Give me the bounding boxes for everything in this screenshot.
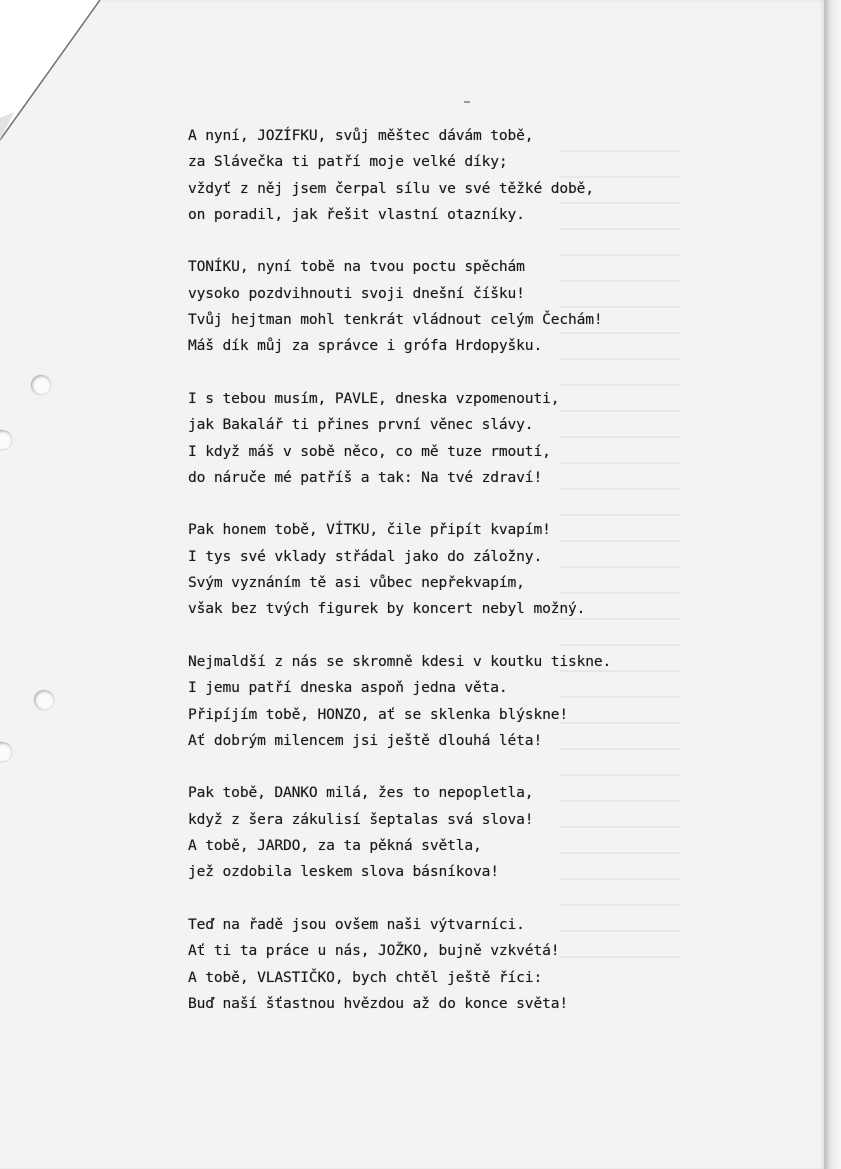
poem-line: I jemu patří dneska aspoň jedna věta.	[188, 679, 508, 697]
poem-text	[188, 123, 668, 1017]
poem-line: Teď na řadě jsou ovšem naši výtvarníci.	[188, 915, 525, 933]
poem-line: Buď naší šťastnou hvězdou až do konce světa!	[188, 994, 568, 1012]
poem-line: Pak tobě, DANKO milá, žes to nepopletla,	[188, 784, 534, 802]
poem-line: Připíjím tobě, HONZO, ať se sklenka blýskne!	[188, 705, 568, 723]
poem-line: Pak honem tobě, VÍTKU, čile připít kvapím!	[188, 521, 551, 539]
stanza	[188, 780, 668, 885]
poem-line: Ať dobrým milencem jsi ještě dlouhá léta!	[188, 731, 543, 749]
poem-line: vysoko pozdvihnouti svoji dnešní číšku!	[188, 284, 525, 302]
poem-line: jak Bakalář ti přines první věnec slávy.	[188, 416, 534, 434]
stanza	[188, 912, 668, 1017]
punch-hole	[34, 690, 54, 710]
poem-line: však bez tvých figurek by koncert nebyl možný.	[188, 600, 586, 618]
poem-line: Svým vyznáním tě asi vůbec nepřekvapím,	[188, 574, 525, 592]
poem-line: Ať ti ta práce u nás, JOŽKO, bujně vzkvétá!	[188, 942, 560, 960]
poem-line: I když máš v sobě něco, co mě tuze rmoutí,	[188, 442, 551, 460]
poem-line: do náruče mé patříš a tak: Na tvé zdraví!	[188, 468, 543, 486]
folded-corner	[0, 0, 110, 150]
poem-line: TONÍKU, nyní tobě na tvou poctu spěchám	[188, 258, 525, 276]
poem-line: když z šera zákulisí šeptalas svá slova!	[188, 810, 534, 828]
poem-line: A tobě, VLASTIČKO, bych chtěl ještě říci:	[188, 968, 543, 986]
poem-line: za Slávečka ti patří moje velké díky;	[188, 153, 508, 171]
poem-line: Tvůj hejtman mohl tenkrát vládnout celým Čechám!	[188, 311, 603, 329]
poem-line: A tobě, JARDO, za ta pěkná světla,	[188, 837, 482, 855]
stanza	[188, 254, 668, 359]
poem-line: I tys své vklady střádal jako do záložny.	[188, 547, 543, 565]
poem-line: A nyní, JOZÍFKU, svůj měštec dávám tobě,	[188, 127, 534, 144]
poem-line: Nejmaldší z nás se skromně kdesi v koutku tiskne.	[188, 652, 612, 670]
punch-hole	[0, 430, 12, 450]
scan-edge	[824, 0, 841, 1169]
page-mark	[464, 101, 470, 103]
stanza	[188, 386, 668, 491]
poem-line: I s tebou musím, PAVLE, dneska vzpomenouti,	[188, 389, 560, 407]
poem-line: Máš dík můj za správce i grófa Hrdopyšku.	[188, 337, 543, 355]
poem-line: jež ozdobila leskem slova básníkova!	[188, 863, 499, 881]
stanza	[188, 649, 668, 754]
poem-line: on poradil, jak řešit vlastní otazníky.	[188, 205, 525, 223]
stanza	[188, 517, 668, 622]
punch-hole	[0, 742, 12, 762]
poem-line: vždyť z něj jsem čerpal sílu ve své těžké době,	[188, 179, 594, 197]
stanza	[188, 123, 668, 228]
punch-hole	[31, 375, 51, 395]
